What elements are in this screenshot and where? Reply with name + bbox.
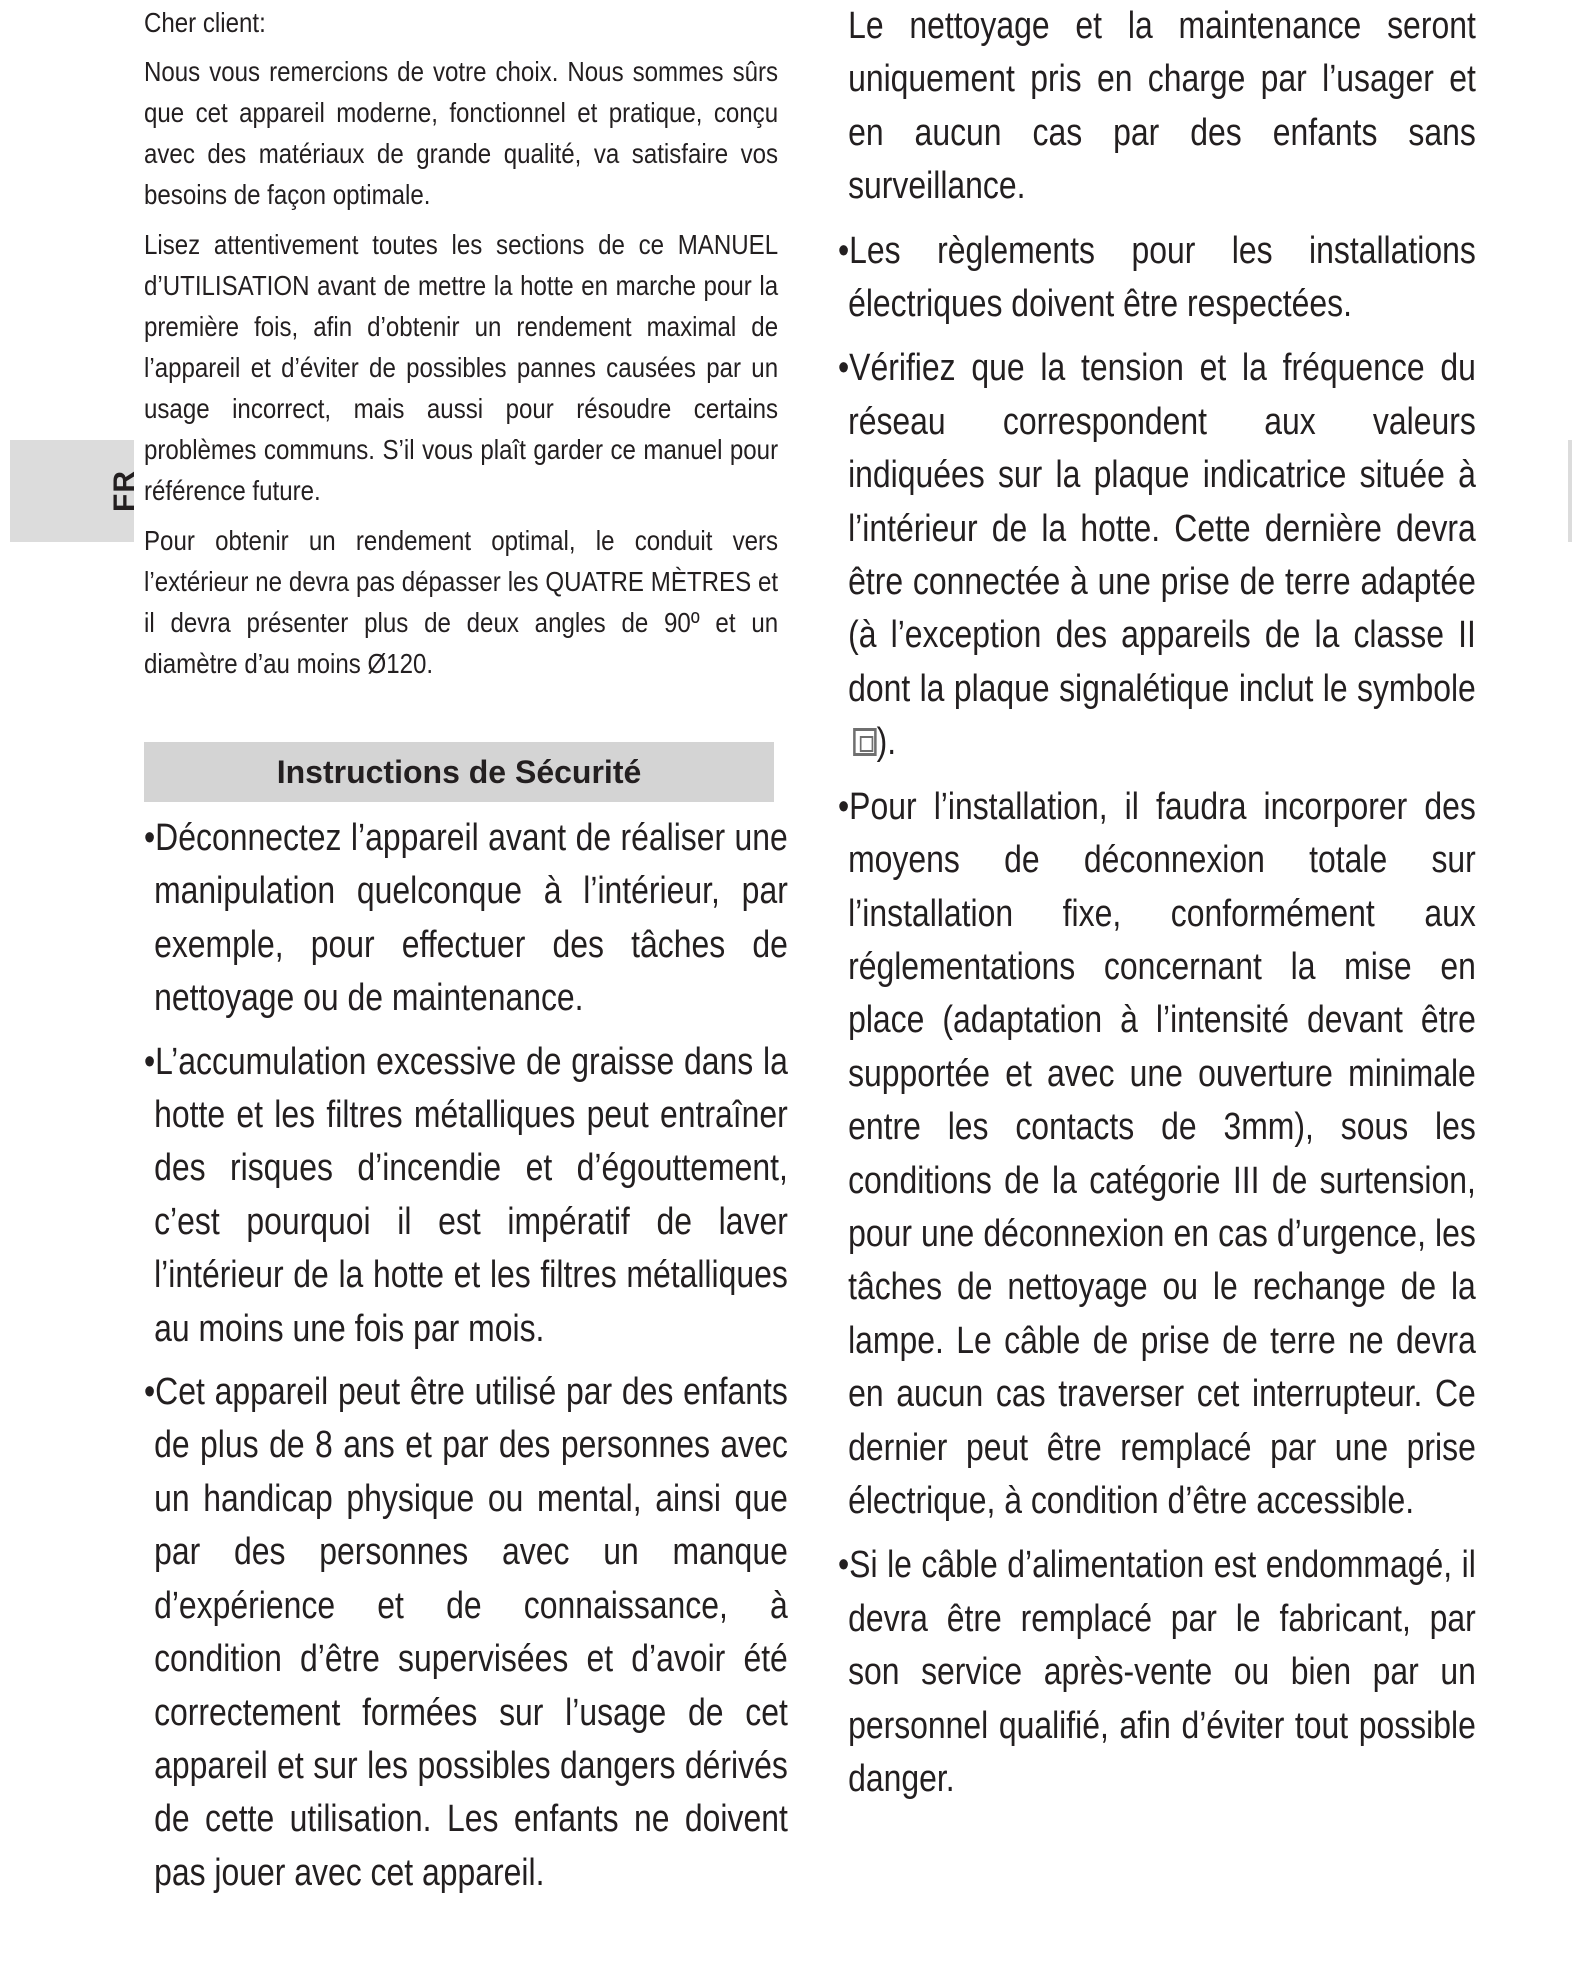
safety-heading: Instructions de Sécurité bbox=[144, 742, 774, 802]
safety-item: •Les règlements pour les installations électriques doivent être respectées. bbox=[838, 229, 1476, 326]
safety-item-text: •Vérifiez que la tension et la fréquence du réseau correspondent aux valeurs indiquées sur la plaque indicatrice située à l’intérieur de la hotte. Cette dernière devra être connectée à une prise de terre adaptée (à l’exception des appareils de la classe II dont la plaque signalétique inclut le symbole bbox=[838, 347, 1476, 710]
safety-list-left bbox=[144, 812, 788, 1900]
page-edge-marker bbox=[1568, 440, 1572, 542]
intro-section bbox=[144, 2, 778, 684]
class-ii-symbol-icon bbox=[853, 728, 877, 756]
safety-item: •Cet appareil peut être utilisé par des enfants de plus de 8 ans et par des personnes avec un handicap physique ou mental, ainsi que par des personnes avec un manque d’expérience et de connaissance, à condition d’être supervisées et d’avoir été correctement formées sur l’usage de cet appareil et sur les possibles dangers dérivés de cette utilisation. Les enfants ne doivent pas jouer avec cet appareil. bbox=[144, 1371, 788, 1894]
safety-item: •Pour l’installation, il faudra incorporer des moyens de déconnexion totale sur l’installation fixe, conformément aux réglementations concernant la mise en place (adaptation à l’intensité devant être supportée et avec une ouverture minimale entre les contacts de 3mm), sous les conditions de la catégorie III de surtension, pour une déconnexion en cas d’urgence, les tâches de nettoyage ou le rechange de la lampe. Le câble de prise de terre ne devra en aucun cas traverser cet interrupteur. Ce dernier peut être remplacé par une prise électrique, à condition d’être accessible. bbox=[838, 785, 1476, 1522]
intro-paragraph-2: Lisez attentivement toutes les sections de ce MANUEL d’UTILISATION avant de mettre la hotte en marche pour la première fois, afin d’obtenir un rendement maximal de l’appareil et d’éviter de possibles pannes causées par un usage incorrect, mais aussi pour résoudre certains problèmes communs. S’il vous plaît garder ce manuel pour référence future. bbox=[144, 229, 779, 506]
safety-item-continuation: Le nettoyage et la maintenance seront uniquement pris en charge par l’usager et en aucun cas par des enfants sans surveillance. bbox=[848, 5, 1476, 208]
safety-item: •Si le câble d’alimentation est endommagé, il devra être remplacé par le fabricant, par son service après-vente ou bien par un personnel qualifié, afin d’éviter tout possible danger. bbox=[838, 1544, 1476, 1800]
right-column bbox=[838, 0, 1476, 1817]
safety-item: •Déconnectez l’appareil avant de réaliser une manipulation quelconque à l’intérieur, par exemple, pour effectuer des tâches de nettoyage ou de maintenance. bbox=[144, 817, 788, 1020]
left-column bbox=[144, 0, 788, 1910]
symbol-suffix: ). bbox=[876, 721, 897, 764]
safety-item-with-symbol bbox=[838, 342, 1476, 769]
intro-paragraph-3: Pour obtenir un rendement optimal, le conduit vers l’extérieur ne devra pas dépasser les QUATRE MÈTRES et il devra présenter plus de deux angles de 90º et un diamètre d’au moins Ø120. bbox=[144, 525, 779, 679]
language-label: FR bbox=[108, 470, 141, 512]
safety-item: •L’accumulation excessive de graisse dans la hotte et les filtres métalliques peut entraîner des risques d’incendie et d’égouttement, c’est pourquoi il est impératif de laver l’intérieur de la hotte et les filtres métalliques au moins une fois par mois. bbox=[144, 1040, 788, 1350]
greeting: Cher client: bbox=[144, 7, 266, 38]
language-tab bbox=[10, 440, 141, 542]
intro-paragraph-1: Nous vous remercions de votre choix. Nous sommes sûrs que cet appareil moderne, fonctionnel et pratique, conçu avec des matériaux de grande qualité, va satisfaire vos besoins de façon optimale. bbox=[144, 56, 779, 210]
